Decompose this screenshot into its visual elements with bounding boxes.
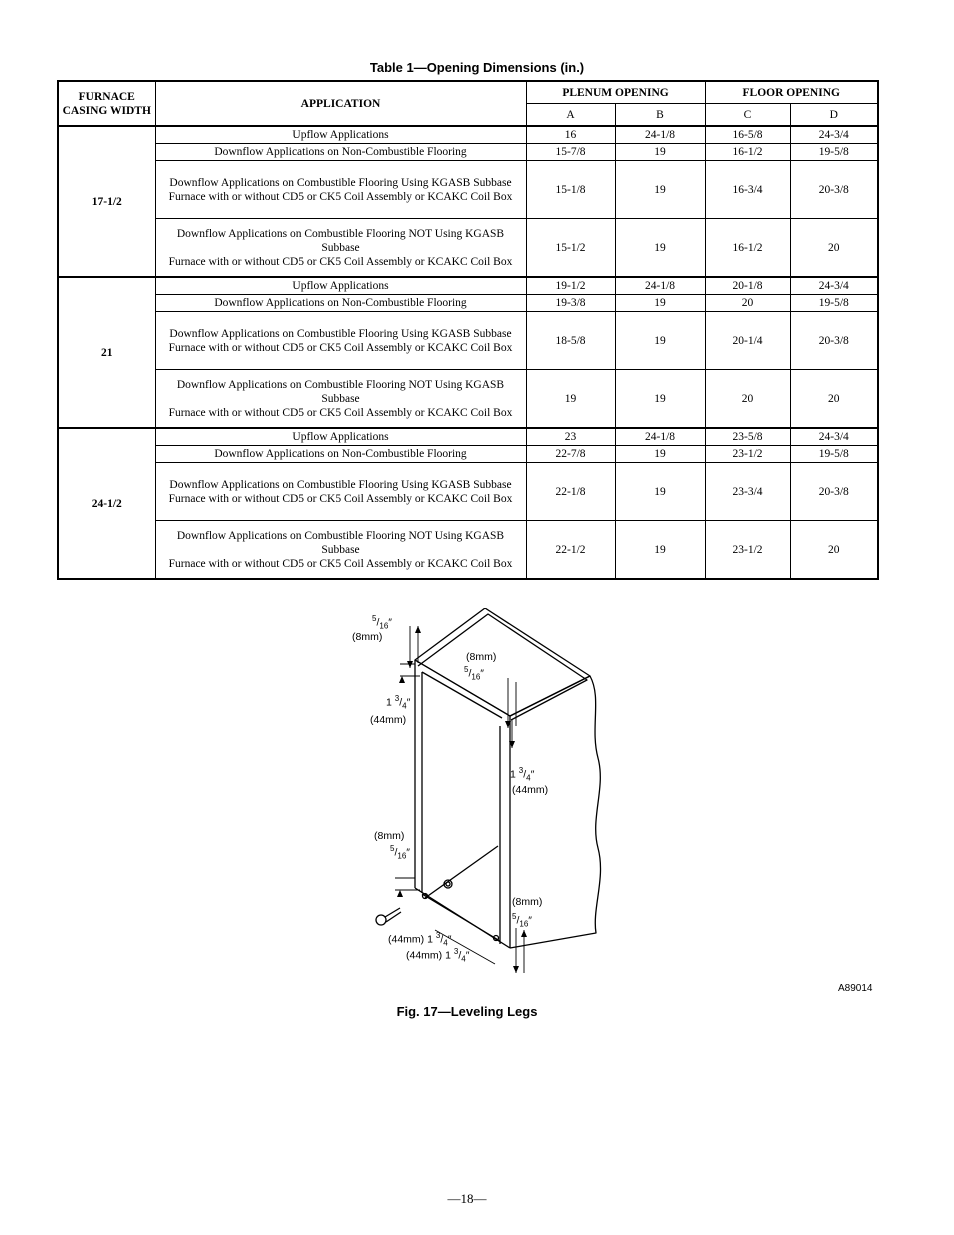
value-b-cell: 19 <box>615 295 705 312</box>
application-cell: Downflow Applications on Non-Combustible Flooring <box>155 446 526 463</box>
header-c: C <box>705 104 790 127</box>
value-a-cell: 23 <box>526 428 615 446</box>
application-line: Furnace with or without CD5 or CK5 Coil Assembly or KCAKC Coil Box <box>168 255 513 268</box>
value-b-cell: 19 <box>615 312 705 370</box>
value-c-cell: 16-3/4 <box>705 161 790 219</box>
value-c-cell: 16-5/8 <box>705 126 790 144</box>
casing-width-cell: 17-1/2 <box>58 126 155 277</box>
header-b: B <box>615 104 705 127</box>
table-row <box>58 428 878 446</box>
opening-dimensions-table <box>57 80 879 580</box>
casing-width-cell: 21 <box>58 277 155 428</box>
application-line: Downflow Applications on Combustible Flooring NOT Using KGASB Subbase <box>176 529 505 556</box>
value-a-cell: 15-1/8 <box>526 161 615 219</box>
value-d-cell: 24-3/4 <box>790 277 878 295</box>
table-row <box>58 161 878 219</box>
value-a-cell: 16 <box>526 126 615 144</box>
application-cell <box>155 312 526 370</box>
value-d-cell: 20-3/8 <box>790 161 878 219</box>
dim-label-8mm-top-left: (8mm) <box>352 631 383 643</box>
value-a-cell: 22-1/2 <box>526 521 615 580</box>
application-line: Downflow Applications on Combustible Flooring NOT Using KGASB Subbase <box>176 227 505 254</box>
application-cell: Downflow Applications on Non-Combustible Flooring <box>155 295 526 312</box>
application-line: Furnace with or without CD5 or CK5 Coil Assembly or KCAKC Coil Box <box>168 492 513 505</box>
leveling-leg-rear-nut <box>446 882 450 886</box>
application-line: Furnace with or without CD5 or CK5 Coil Assembly or KCAKC Coil Box <box>168 557 513 570</box>
application-line: Furnace with or without CD5 or CK5 Coil Assembly or KCAKC Coil Box <box>168 341 513 354</box>
dim-arrow <box>399 676 405 683</box>
dim-arrow <box>397 890 403 897</box>
value-d-cell: 20 <box>790 370 878 429</box>
dim-label-44mm-bottom-1: (44mm) 1 $^3/_4''$ <box>388 931 452 948</box>
casing-bottom-flange <box>425 846 498 898</box>
dim-label-5-16-bottom-left: $^5/_{16}''$ <box>390 844 410 861</box>
value-d-cell: 19-5/8 <box>790 144 878 161</box>
application-cell: Upflow Applications <box>155 277 526 295</box>
value-b-cell: 24-1/8 <box>615 277 705 295</box>
table-row <box>58 370 878 429</box>
table-row <box>58 219 878 278</box>
leveling-legs-figure <box>340 608 880 998</box>
value-d-cell: 20 <box>790 521 878 580</box>
dim-arrow <box>521 930 527 937</box>
value-c-cell: 23-1/2 <box>705 446 790 463</box>
value-a-cell: 19 <box>526 370 615 429</box>
value-b-cell: 19 <box>615 463 705 521</box>
dim-label-8mm-bottom-right: (8mm) <box>512 896 543 908</box>
application-cell: Downflow Applications on Non-Combustible Flooring <box>155 144 526 161</box>
value-a-cell: 18-5/8 <box>526 312 615 370</box>
value-a-cell: 22-7/8 <box>526 446 615 463</box>
value-b-cell: 19 <box>615 144 705 161</box>
leveling-bolt-head <box>376 915 386 925</box>
application-line: Downflow Applications on Combustible Flooring Using KGASB Subbase <box>169 478 512 491</box>
application-line: Downflow Applications on Combustible Flooring NOT Using KGASB Subbase <box>176 378 505 405</box>
value-b-cell: 19 <box>615 446 705 463</box>
value-b-cell: 19 <box>615 370 705 429</box>
application-cell <box>155 463 526 521</box>
value-a-cell: 19-3/8 <box>526 295 615 312</box>
dim-label-1-3-4-left: 1 $^3/_4''$ <box>386 694 411 711</box>
value-c-cell: 23-1/2 <box>705 521 790 580</box>
value-a-cell: 15-7/8 <box>526 144 615 161</box>
application-line: Downflow Applications on Combustible Flooring Using KGASB Subbase <box>169 327 512 340</box>
header-application: APPLICATION <box>155 81 526 126</box>
table-row <box>58 277 878 295</box>
value-a-cell: 19-1/2 <box>526 277 615 295</box>
dim-label-8mm-bottom-left: (8mm) <box>374 830 405 842</box>
dim-arrow <box>513 966 519 973</box>
dim-label-44mm-left: (44mm) <box>370 714 407 726</box>
application-cell <box>155 370 526 429</box>
dim-label-44mm-right: (44mm) <box>512 784 549 796</box>
value-b-cell: 24-1/8 <box>615 428 705 446</box>
application-line: Furnace with or without CD5 or CK5 Coil Assembly or KCAKC Coil Box <box>168 406 513 419</box>
table-row <box>58 521 878 580</box>
header-furnace-casing-width: FURNACE CASING WIDTH <box>58 81 155 126</box>
dim-label-5-16-top: $^5/_{16}''$ <box>464 665 484 682</box>
application-cell: Upflow Applications <box>155 428 526 446</box>
dim-label-1-3-4-right: 1 $^3/_4''$ <box>510 766 535 783</box>
dim-label-5-16-top-left: $^5/_{16}''$ <box>372 614 392 631</box>
leveling-bolt-shank <box>385 908 401 922</box>
application-cell <box>155 161 526 219</box>
application-line: Furnace with or without CD5 or CK5 Coil Assembly or KCAKC Coil Box <box>168 190 513 203</box>
casing-width-cell: 24-1/2 <box>58 428 155 579</box>
value-d-cell: 20-3/8 <box>790 312 878 370</box>
application-line: Downflow Applications on Combustible Flooring Using KGASB Subbase <box>169 176 512 189</box>
table-row <box>58 144 878 161</box>
dim-label-5-16-bottom-right: $^5/_{16}''$ <box>512 912 532 929</box>
table-title: Table 1—Opening Dimensions (in.) <box>369 60 585 75</box>
value-b-cell: 19 <box>615 219 705 278</box>
application-cell <box>155 219 526 278</box>
value-c-cell: 20 <box>705 370 790 429</box>
value-d-cell: 20 <box>790 219 878 278</box>
dim-label-8mm-top: (8mm) <box>466 651 497 663</box>
value-c-cell: 20-1/4 <box>705 312 790 370</box>
value-c-cell: 23-5/8 <box>705 428 790 446</box>
table-row <box>58 126 878 144</box>
value-d-cell: 19-5/8 <box>790 295 878 312</box>
figure-code: A89014 <box>838 983 873 994</box>
value-c-cell: 16-1/2 <box>705 144 790 161</box>
value-a-cell: 22-1/8 <box>526 463 615 521</box>
value-c-cell: 23-3/4 <box>705 463 790 521</box>
value-d-cell: 19-5/8 <box>790 446 878 463</box>
table-row <box>58 446 878 463</box>
dim-arrow <box>415 626 421 633</box>
header-d: D <box>790 104 878 127</box>
application-cell: Upflow Applications <box>155 126 526 144</box>
header-floor-opening: FLOOR OPENING <box>705 81 878 104</box>
header-a: A <box>526 104 615 127</box>
value-b-cell: 19 <box>615 521 705 580</box>
value-d-cell: 20-3/8 <box>790 463 878 521</box>
value-c-cell: 16-1/2 <box>705 219 790 278</box>
dim-label-44mm-bottom-2: (44mm) 1 $^3/_4''$ <box>406 947 470 964</box>
figure-caption: Fig. 17—Leveling Legs <box>396 1004 538 1019</box>
value-d-cell: 24-3/4 <box>790 126 878 144</box>
value-b-cell: 24-1/8 <box>615 126 705 144</box>
table-row <box>58 312 878 370</box>
table-row <box>58 295 878 312</box>
value-c-cell: 20-1/8 <box>705 277 790 295</box>
value-b-cell: 19 <box>615 161 705 219</box>
value-d-cell: 24-3/4 <box>790 428 878 446</box>
table-row <box>58 463 878 521</box>
page-number: —18— <box>447 1191 487 1206</box>
value-c-cell: 20 <box>705 295 790 312</box>
application-cell <box>155 521 526 580</box>
value-a-cell: 15-1/2 <box>526 219 615 278</box>
header-plenum-opening: PLENUM OPENING <box>526 81 705 104</box>
dim-arrow <box>407 661 413 668</box>
